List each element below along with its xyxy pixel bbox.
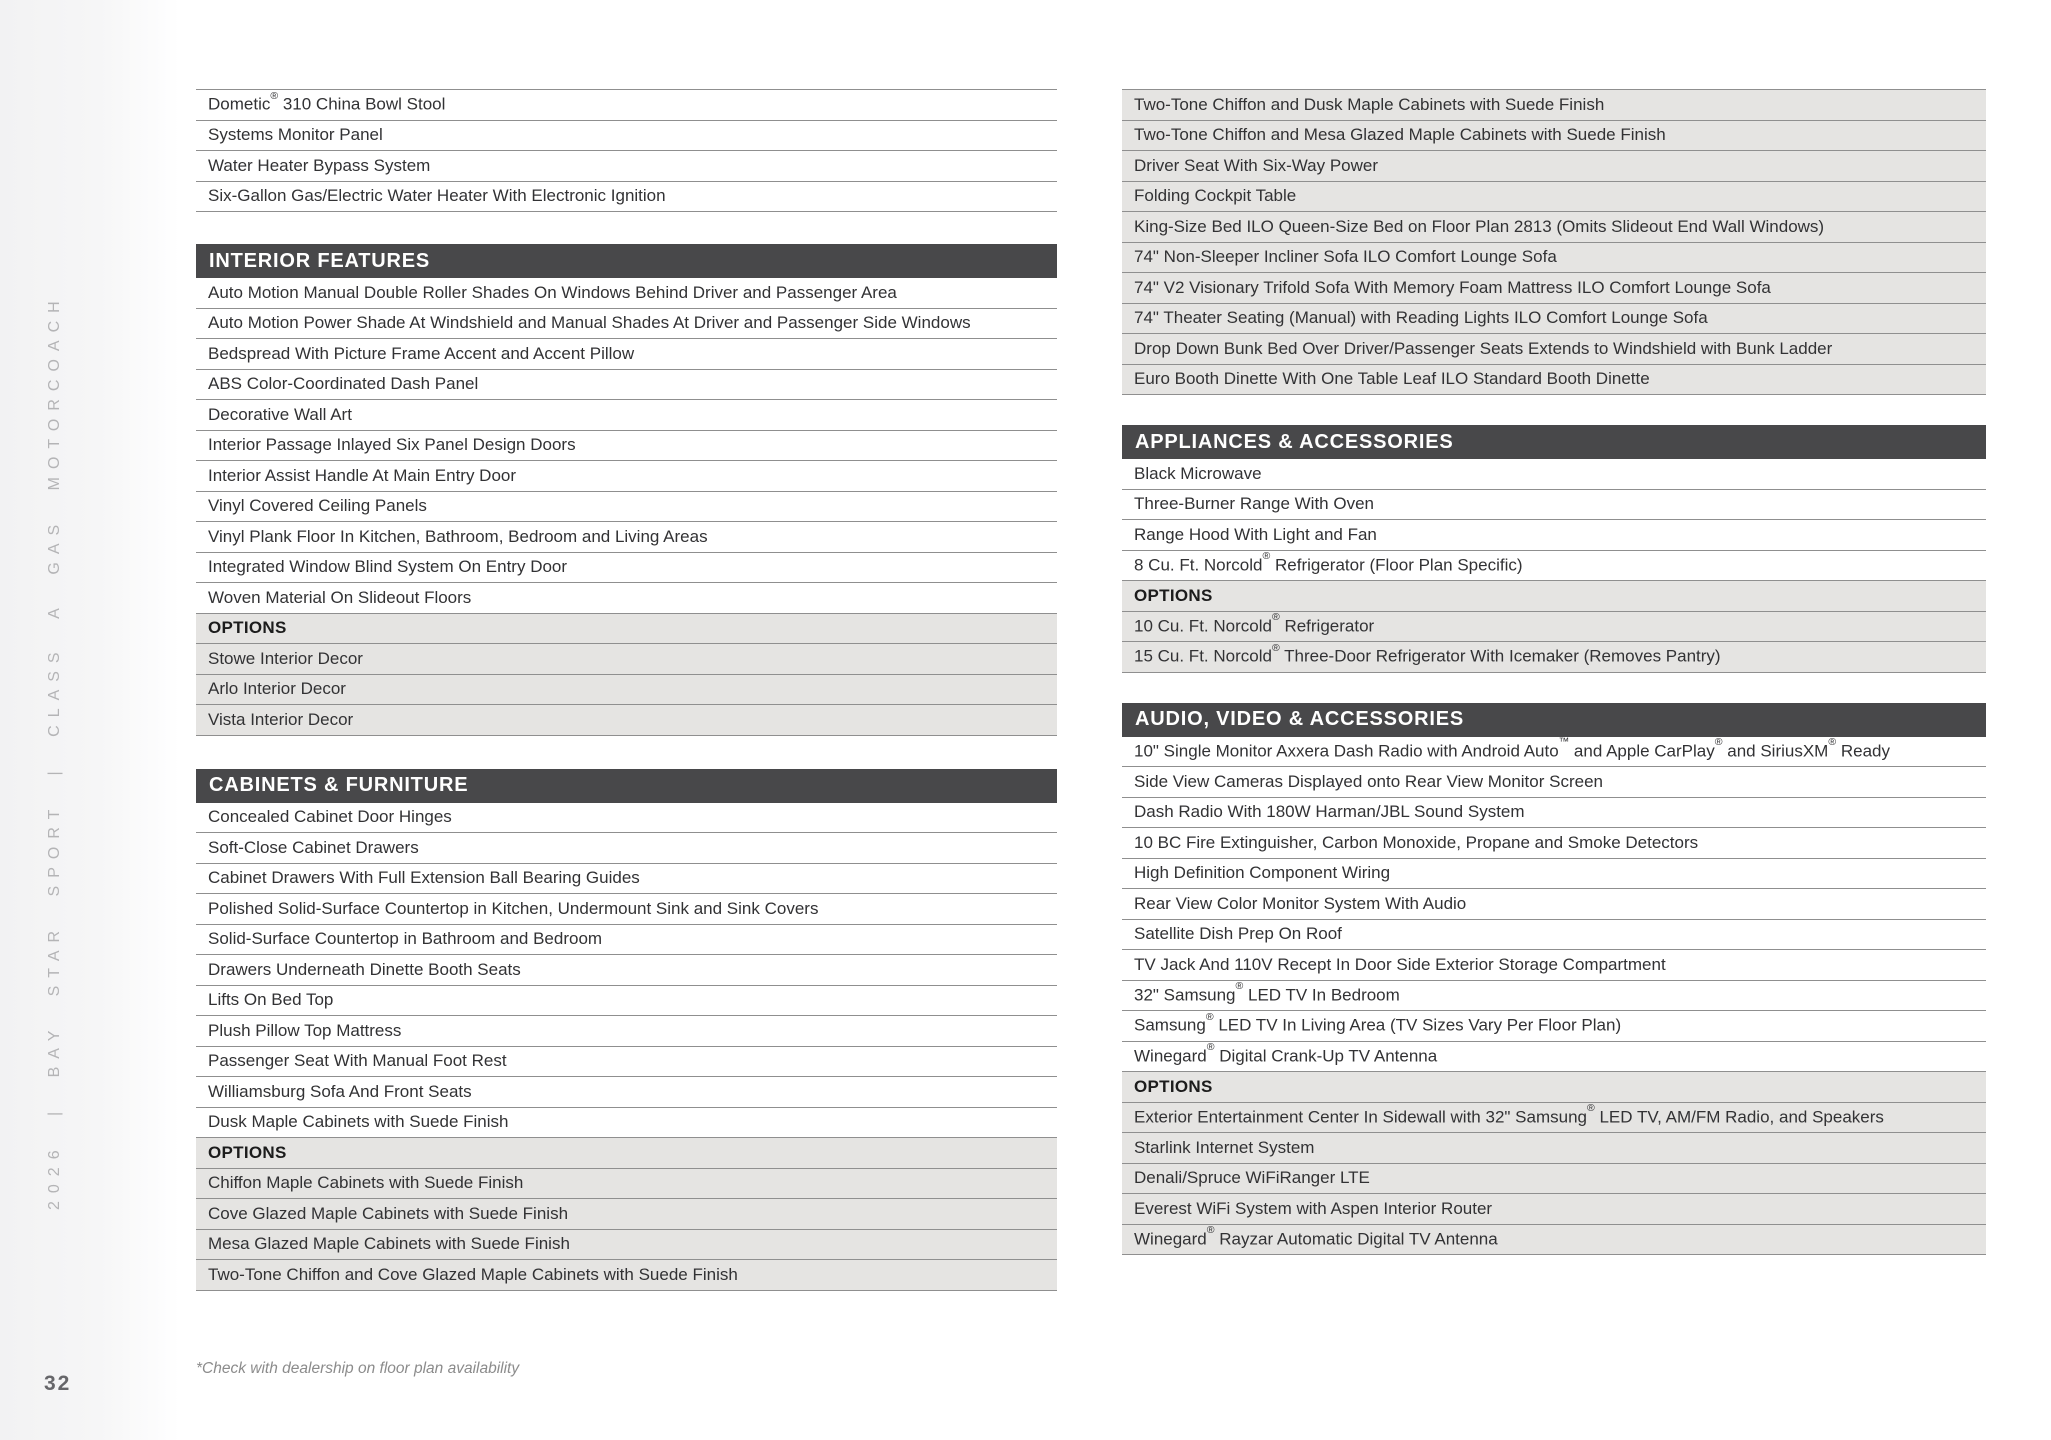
row-label: 10 BC Fire Extinguisher, Carbon Monoxide, Propane and Smoke Detectors bbox=[1134, 832, 1699, 852]
feature-row bbox=[196, 522, 1057, 553]
feature-row bbox=[1122, 767, 1986, 798]
option-row bbox=[196, 644, 1057, 675]
row-label: Cove Glazed Maple Cabinets with Suede Finish bbox=[208, 1203, 569, 1223]
section-header: INTERIOR FEATURES bbox=[196, 244, 1057, 278]
row-label: Plush Pillow Top Mattress bbox=[208, 1020, 402, 1040]
row-label: OPTIONS bbox=[1134, 1076, 1213, 1096]
row-label: Winegard® Rayzar Automatic Digital TV Antenna bbox=[1134, 1224, 1498, 1249]
row-label: Arlo Interior Decor bbox=[208, 679, 346, 699]
section-gap bbox=[196, 212, 1057, 244]
row-label: Euro Booth Dinette With One Table Leaf ILO Standard Booth Dinette bbox=[1134, 369, 1650, 389]
feature-row bbox=[196, 894, 1057, 925]
row-label: Side View Cameras Displayed onto Rear View Monitor Screen bbox=[1134, 771, 1603, 791]
feature-row bbox=[1122, 859, 1986, 890]
option-row bbox=[196, 1199, 1057, 1230]
row-label: Satellite Dish Prep On Roof bbox=[1134, 924, 1342, 944]
row-label: Two-Tone Chiffon and Mesa Glazed Maple Cabinets with Suede Finish bbox=[1134, 125, 1666, 145]
row-label: Winegard® Digital Crank-Up TV Antenna bbox=[1134, 1041, 1438, 1066]
feature-row bbox=[196, 461, 1057, 492]
option-row bbox=[196, 1260, 1057, 1291]
feature-row bbox=[196, 182, 1057, 213]
row-label: Woven Material On Slideout Floors bbox=[208, 587, 472, 607]
option-row bbox=[196, 675, 1057, 706]
row-label: Driver Seat With Six-Way Power bbox=[1134, 155, 1379, 175]
option-row bbox=[1122, 304, 1986, 335]
option-row bbox=[1122, 1164, 1986, 1195]
feature-row bbox=[196, 370, 1057, 401]
feature-row bbox=[196, 151, 1057, 182]
row-label: Vista Interior Decor bbox=[208, 709, 354, 729]
feature-row bbox=[196, 925, 1057, 956]
row-label: 10" Single Monitor Axxera Dash Radio with Android Auto™ and Apple CarPlay® and SiriusXM® Ready bbox=[1134, 736, 1890, 761]
row-label: Lifts On Bed Top bbox=[208, 990, 334, 1010]
feature-row bbox=[196, 400, 1057, 431]
options-subheader bbox=[196, 614, 1057, 645]
feature-row bbox=[196, 121, 1057, 152]
right-column bbox=[1122, 89, 1986, 1255]
option-row bbox=[1122, 212, 1986, 243]
option-row bbox=[196, 1169, 1057, 1200]
row-label: Interior Assist Handle At Main Entry Door bbox=[208, 465, 517, 485]
row-label: Williamsburg Sofa And Front Seats bbox=[208, 1081, 472, 1101]
option-row bbox=[1122, 273, 1986, 304]
option-row bbox=[1122, 642, 1986, 673]
feature-row bbox=[1122, 828, 1986, 859]
row-label: Exterior Entertainment Center In Sidewall with 32" Samsung® LED TV, AM/FM Radio, and Speakers bbox=[1134, 1102, 1884, 1127]
row-label: King-Size Bed ILO Queen-Size Bed on Floor Plan 2813 (Omits Slideout End Wall Windows) bbox=[1134, 216, 1825, 236]
row-group bbox=[1122, 737, 1986, 1256]
options-subheader bbox=[196, 1138, 1057, 1169]
row-label: Everest WiFi System with Aspen Interior Router bbox=[1134, 1198, 1493, 1218]
row-label: 74" Theater Seating (Manual) with Reading Lights ILO Comfort Lounge Sofa bbox=[1134, 308, 1708, 328]
feature-row bbox=[196, 278, 1057, 309]
row-label: Auto Motion Power Shade At Windshield and Manual Shades At Driver and Passenger Side Windows bbox=[208, 313, 971, 333]
row-label: Mesa Glazed Maple Cabinets with Suede Finish bbox=[208, 1234, 570, 1254]
option-row bbox=[1122, 151, 1986, 182]
feature-row bbox=[196, 864, 1057, 895]
option-row bbox=[1122, 1133, 1986, 1164]
left-column bbox=[196, 89, 1057, 1291]
row-label: Range Hood With Light and Fan bbox=[1134, 524, 1377, 544]
feature-row bbox=[1122, 490, 1986, 521]
feature-row bbox=[196, 1016, 1057, 1047]
row-label: Solid-Surface Countertop in Bathroom and Bedroom bbox=[208, 929, 603, 949]
section-header: CABINETS & FURNITURE bbox=[196, 769, 1057, 803]
option-row bbox=[1122, 243, 1986, 274]
row-label: Cabinet Drawers With Full Extension Ball Bearing Guides bbox=[208, 868, 640, 888]
feature-row bbox=[196, 553, 1057, 584]
row-label: Water Heater Bypass System bbox=[208, 155, 431, 175]
row-group bbox=[1122, 89, 1986, 395]
row-label: Auto Motion Manual Double Roller Shades On Windows Behind Driver and Passenger Area bbox=[208, 282, 897, 302]
row-label: Drawers Underneath Dinette Booth Seats bbox=[208, 959, 521, 979]
feature-row bbox=[1122, 737, 1986, 768]
option-row bbox=[1122, 1225, 1986, 1256]
option-row bbox=[1122, 182, 1986, 213]
row-label: Samsung® LED TV In Living Area (TV Sizes Vary Per Floor Plan) bbox=[1134, 1011, 1622, 1036]
feature-row bbox=[196, 833, 1057, 864]
feature-row bbox=[196, 583, 1057, 614]
feature-row bbox=[1122, 798, 1986, 829]
feature-row bbox=[1122, 1042, 1986, 1073]
row-label: 8 Cu. Ft. Norcold® Refrigerator (Floor Plan Specific) bbox=[1134, 550, 1523, 575]
row-label: Two-Tone Chiffon and Cove Glazed Maple Cabinets with Suede Finish bbox=[208, 1264, 738, 1284]
row-label: 15 Cu. Ft. Norcold® Three-Door Refrigerator With Icemaker (Removes Pantry) bbox=[1134, 642, 1721, 667]
row-label: Starlink Internet System bbox=[1134, 1137, 1315, 1157]
feature-row bbox=[196, 1108, 1057, 1139]
row-group bbox=[1122, 459, 1986, 673]
row-label: 10 Cu. Ft. Norcold® Refrigerator bbox=[1134, 611, 1375, 636]
row-label: Stowe Interior Decor bbox=[208, 648, 363, 668]
feature-row bbox=[196, 339, 1057, 370]
option-row bbox=[1122, 334, 1986, 365]
row-label: Vinyl Covered Ceiling Panels bbox=[208, 496, 427, 516]
row-label: Six-Gallon Gas/Electric Water Heater With Electronic Ignition bbox=[208, 186, 666, 206]
feature-row bbox=[196, 955, 1057, 986]
row-label: Integrated Window Blind System On Entry Door bbox=[208, 557, 568, 577]
feature-row bbox=[196, 986, 1057, 1017]
page-number: 32 bbox=[44, 1372, 72, 1395]
row-label: Three-Burner Range With Oven bbox=[1134, 494, 1374, 514]
row-label: High Definition Component Wiring bbox=[1134, 863, 1391, 883]
option-row bbox=[196, 705, 1057, 736]
feature-row bbox=[196, 309, 1057, 340]
options-subheader bbox=[1122, 1072, 1986, 1103]
row-label: Systems Monitor Panel bbox=[208, 125, 383, 145]
feature-row bbox=[196, 1077, 1057, 1108]
footnote: *Check with dealership on floor plan availability bbox=[196, 1360, 520, 1377]
row-label: Drop Down Bunk Bed Over Driver/Passenger Seats Extends to Windshield with Bunk Ladder bbox=[1134, 338, 1833, 358]
feature-row bbox=[196, 1047, 1057, 1078]
vertical-spine-text: 2026 | BAY STAR SPORT | CLASS A GAS MOTORCOACH bbox=[46, 293, 63, 1210]
feature-row bbox=[1122, 520, 1986, 551]
row-group bbox=[196, 89, 1057, 212]
row-group bbox=[196, 803, 1057, 1291]
row-label: Concealed Cabinet Door Hinges bbox=[208, 807, 452, 827]
option-row bbox=[196, 1230, 1057, 1261]
feature-row bbox=[196, 492, 1057, 523]
row-label: Passenger Seat With Manual Foot Rest bbox=[208, 1051, 507, 1071]
row-label: Two-Tone Chiffon and Dusk Maple Cabinets with Suede Finish bbox=[1134, 94, 1605, 114]
option-row bbox=[1122, 121, 1986, 152]
section-gap bbox=[196, 736, 1057, 769]
row-label: OPTIONS bbox=[1134, 585, 1213, 605]
page-left-margin-strip bbox=[0, 0, 180, 1440]
row-label: Chiffon Maple Cabinets with Suede Finish bbox=[208, 1173, 524, 1193]
row-label: Folding Cockpit Table bbox=[1134, 186, 1297, 206]
row-label: OPTIONS bbox=[208, 618, 287, 638]
row-label: Rear View Color Monitor System With Audio bbox=[1134, 893, 1467, 913]
row-label: ABS Color-Coordinated Dash Panel bbox=[208, 374, 479, 394]
row-label: Dometic® 310 China Bowl Stool bbox=[208, 90, 446, 115]
option-row bbox=[1122, 612, 1986, 643]
row-label: 74" Non-Sleeper Incliner Sofa ILO Comfort Lounge Sofa bbox=[1134, 247, 1557, 267]
section-header: APPLIANCES & ACCESSORIES bbox=[1122, 425, 1986, 459]
feature-row bbox=[1122, 1011, 1986, 1042]
row-label: Black Microwave bbox=[1134, 463, 1262, 483]
row-label: Decorative Wall Art bbox=[208, 404, 352, 424]
option-row bbox=[1122, 90, 1986, 121]
feature-row bbox=[1122, 551, 1986, 582]
feature-row bbox=[196, 431, 1057, 462]
feature-row bbox=[196, 803, 1057, 834]
row-label: Denali/Spruce WiFiRanger LTE bbox=[1134, 1168, 1370, 1188]
row-label: Polished Solid-Surface Countertop in Kitchen, Undermount Sink and Sink Covers bbox=[208, 898, 819, 918]
feature-row bbox=[1122, 459, 1986, 490]
feature-row bbox=[1122, 981, 1986, 1012]
row-label: TV Jack And 110V Recept In Door Side Exterior Storage Compartment bbox=[1134, 954, 1666, 974]
section-gap bbox=[1122, 673, 1986, 703]
row-label: Soft-Close Cabinet Drawers bbox=[208, 837, 419, 857]
feature-row bbox=[1122, 920, 1986, 951]
row-group bbox=[196, 278, 1057, 736]
row-label: 32" Samsung® LED TV In Bedroom bbox=[1134, 980, 1400, 1005]
row-label: OPTIONS bbox=[208, 1142, 287, 1162]
row-label: Vinyl Plank Floor In Kitchen, Bathroom, Bedroom and Living Areas bbox=[208, 526, 708, 546]
row-label: Interior Passage Inlayed Six Panel Design Doors bbox=[208, 435, 576, 455]
option-row bbox=[1122, 1194, 1986, 1225]
row-label: Bedspread With Picture Frame Accent and Accent Pillow bbox=[208, 343, 635, 363]
feature-row bbox=[196, 90, 1057, 121]
row-label: 74" V2 Visionary Trifold Sofa With Memory Foam Mattress ILO Comfort Lounge Sofa bbox=[1134, 277, 1771, 297]
section-header: AUDIO, VIDEO & ACCESSORIES bbox=[1122, 703, 1986, 737]
row-label: Dusk Maple Cabinets with Suede Finish bbox=[208, 1112, 509, 1132]
option-row bbox=[1122, 1103, 1986, 1134]
option-row bbox=[1122, 365, 1986, 396]
feature-row bbox=[1122, 889, 1986, 920]
options-subheader bbox=[1122, 581, 1986, 612]
section-gap bbox=[1122, 395, 1986, 425]
feature-row bbox=[1122, 950, 1986, 981]
row-label: Dash Radio With 180W Harman/JBL Sound System bbox=[1134, 802, 1525, 822]
